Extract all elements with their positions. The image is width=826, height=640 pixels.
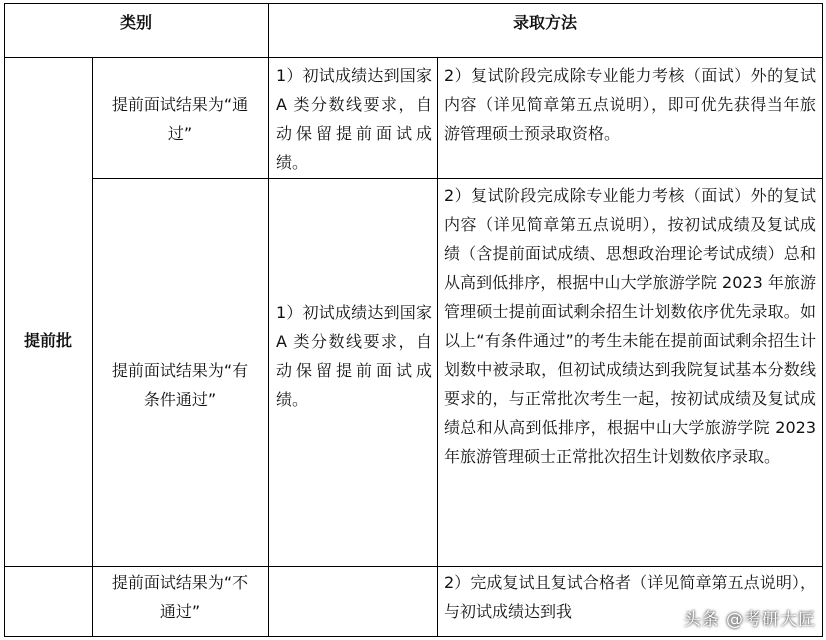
watermark: 头条 @考研大匠 bbox=[683, 610, 816, 630]
row1-category: 提前面试结果为“通过” bbox=[111, 95, 249, 143]
table-top-border bbox=[4, 3, 823, 4]
table-bottom-border bbox=[4, 636, 823, 637]
row3-category: 提前面试结果为“不通过” bbox=[111, 573, 249, 621]
group-col-border bbox=[92, 57, 93, 637]
row1-initial: 1）初试成绩达到国家 A 类分数线要求，自动保留提前面试成绩。 bbox=[276, 66, 432, 172]
row3-method: 2）完成复试且复试合格者（详见简章第五点说明），与初试成绩达到我 bbox=[444, 573, 816, 621]
table-right-border bbox=[822, 3, 823, 637]
row1-method: 2）复试阶段完成除专业能力考核（面试）外的复试内容（详见简章第五点说明），即可优先获得当年旅游管理硕士预录取资格。 bbox=[444, 66, 816, 143]
initial-col-border bbox=[437, 57, 438, 637]
row2-method: 2）复试阶段完成除专业能力考核（面试）外的复试内容（详见简章第五点说明），按初试成绩及复试成绩（含提前面试成绩、思想政治理论考试成绩）总和从高到低排序，根据中山大学旅游学院 2023 年旅游管理硕士提前面试剩余招生计划数依序优先录取。如以上“有条件通过”的考生未能在提前面试剩余招生计划数中被录取，但初试成绩达到我院复试基本分数线要求的，与正常批次考生一起，按初试成绩及复试成绩总和从高到低排序，根据中山大学旅游学院 2023 年旅游管理硕士正常批次招生计划数依序录取。 bbox=[444, 186, 816, 466]
row2-initial: 1）初试成绩达到国家 A 类分数线要求，自动保留提前面试成绩。 bbox=[276, 303, 432, 409]
table-left-border bbox=[4, 3, 5, 637]
header-bottom-border bbox=[4, 57, 823, 58]
row1-bottom-border bbox=[92, 178, 823, 179]
category-col-border bbox=[268, 3, 269, 637]
header-method: 录取方法 bbox=[512, 13, 577, 32]
row2-category: 提前面试结果为“有条件通过” bbox=[111, 361, 249, 409]
row2-bottom-border bbox=[4, 566, 823, 567]
group-label: 提前批 bbox=[23, 331, 72, 350]
header-category: 类别 bbox=[119, 13, 152, 32]
